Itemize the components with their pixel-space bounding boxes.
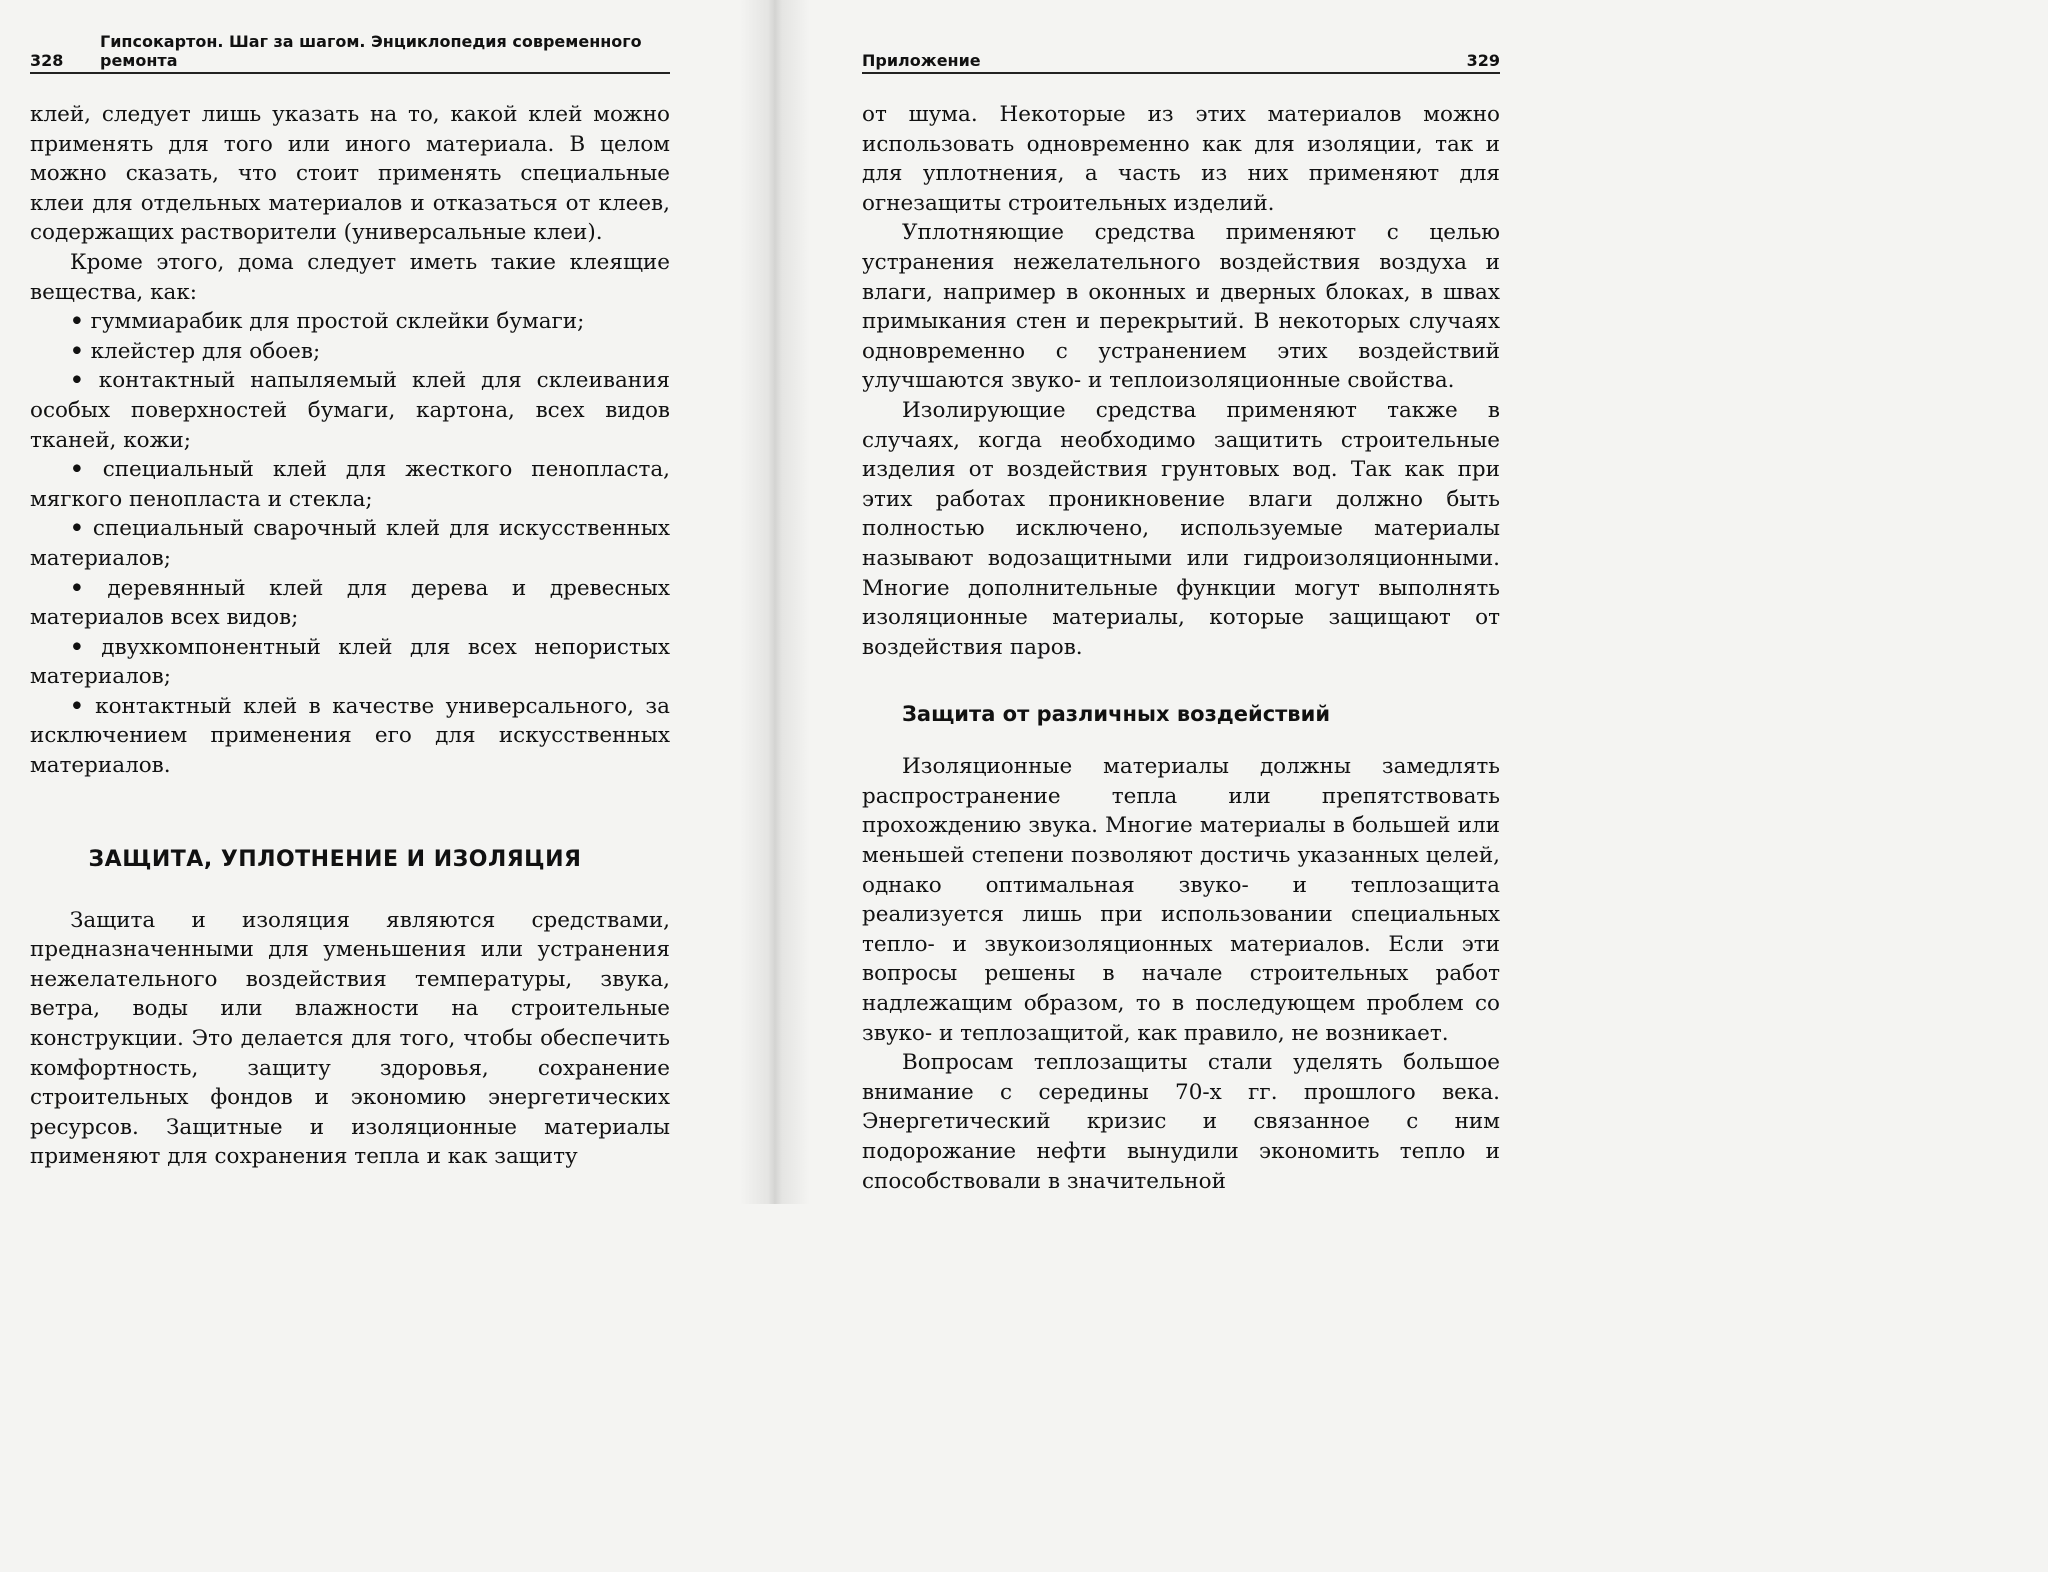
left-header-title: Гипсокартон. Шаг за шагом. Энциклопедия современного ремонта	[100, 32, 642, 70]
right-running-head	[862, 46, 1500, 74]
list-item-text: контактный клей в качестве универсального, за исключением применения его для искусственных материалов.	[30, 693, 670, 779]
paragraph: от шума. Некоторые из этих материалов можно использовать одновременно как для изоляции, так и для уплотнения, а часть из них применяют для огнезащиты строительных изделий.	[862, 102, 1500, 216]
bullet-icon: •	[70, 516, 84, 542]
bullet-icon: •	[70, 309, 84, 335]
list-item	[30, 574, 670, 633]
bullet-icon: •	[70, 575, 84, 601]
bullet-icon: •	[70, 693, 84, 719]
paragraph: Изолирующие средства применяют также в случаях, когда необходимо защитить строительные изделия от воздействия грунтовых вод. Так как при этих работах проникновение влаги должно быть полностью исключено, используемые материалы называют водозащитными или гидроизоляционными. Многие дополнительные функции могут выполнять изоляционные материалы, которые защищают от воздействия паров.	[862, 397, 1500, 660]
list-item-text: деревянный клей для дерева и древесных материалов всех видов;	[30, 575, 670, 631]
book-gutter	[740, 0, 810, 1204]
right-header-title: Приложение	[862, 51, 981, 70]
list-item	[30, 692, 670, 781]
list-item	[30, 514, 670, 573]
list-item-text: контактный напыляемый клей для склеивания особых поверхностей бумаги, картона, всех видов тканей, кожи;	[30, 368, 670, 453]
list-intro: Кроме этого, дома следует иметь такие клеящие вещества, как:	[30, 249, 670, 305]
list-item-text: клейстер для обоев;	[90, 338, 321, 364]
section-paragraph: Защита и изоляция являются средствами, предназначенными для уменьшения или устранения нежелательного воздействия температуры, звука, ветра, воды или влажности на строительные конструкции. Это делается для того, чтобы обеспечить комфортность, защиту здоровья, сохранение строительных фондов и экономию энергетических ресурсов. Защитные и изоляционные материалы применяют для сохранения тепла и как защиту	[30, 907, 670, 1170]
list-item	[30, 366, 670, 455]
paragraph: Вопросам теплозащиты стали уделять большое внимание с середины 70-х гг. прошлого века. Энергетический кризис и связанное с ним подорожание нефти вынудили экономить тепло и способствовали в значительной	[862, 1050, 1500, 1194]
left-page	[30, 0, 670, 1204]
right-page-body	[862, 100, 1500, 1196]
list-item	[30, 633, 670, 692]
list-item-text: специальный клей для жесткого пенопласта, мягкого пенопласта и стекла;	[30, 457, 670, 512]
bullet-icon: •	[70, 457, 84, 483]
left-running-head	[30, 32, 670, 74]
left-page-number: 328	[30, 51, 64, 70]
bullet-icon: •	[70, 368, 84, 394]
list-item	[30, 307, 670, 337]
section-heading: ЗАЩИТА, УПЛОТНЕНИЕ И ИЗОЛЯЦИЯ	[88, 846, 582, 872]
list-item	[30, 337, 670, 367]
paragraph: Уплотняющие средства применяют с целью устранения нежелательного воздействия воздуха и влаги, например в оконных и дверных блоках, в швах примыкания стен и перекрытий. В некоторых случаях одновременно с устранением этих воздействий улучшаются звуко- и теплоизоляционные свойства.	[862, 220, 1500, 394]
intro-paragraph: клей, следует лишь указать на то, какой клей можно применять для того или иного материала. В целом можно сказать, что стоит применять специальные клеи для отдельных материалов и отказаться от клеев, содержащих растворители (универсальные клеи).	[30, 102, 670, 246]
list-item	[30, 455, 670, 514]
right-page	[862, 0, 1500, 1204]
subsection-heading: Защита от различных воздействий	[902, 702, 1331, 727]
left-page-body	[30, 100, 670, 1172]
list-item-text: гуммиарабик для простой склейки бумаги;	[90, 309, 585, 335]
paragraph: Изоляционные материалы должны замедлять распространение тепла или препятствовать прохождению звука. Многие материалы в большей или меньшей степени позволяют достичь указанных целей, однако оптимальная звуко- и теплозащита реализуется лишь при использовании специальных тепло- и звукоизоляционных материалов. Если эти вопросы решены в начале строительных работ надлежащим образом, то в последующем проблем со звуко- и теплозащитой, как правило, не возникает.	[862, 754, 1500, 1046]
list-item-text: двухкомпонентный клей для всех непористых материалов;	[30, 634, 670, 690]
list-item-text: специальный сварочный клей для искусственных материалов;	[30, 516, 670, 571]
bullet-icon: •	[70, 634, 84, 660]
bullet-icon: •	[70, 338, 84, 364]
right-page-number: 329	[1466, 51, 1500, 70]
